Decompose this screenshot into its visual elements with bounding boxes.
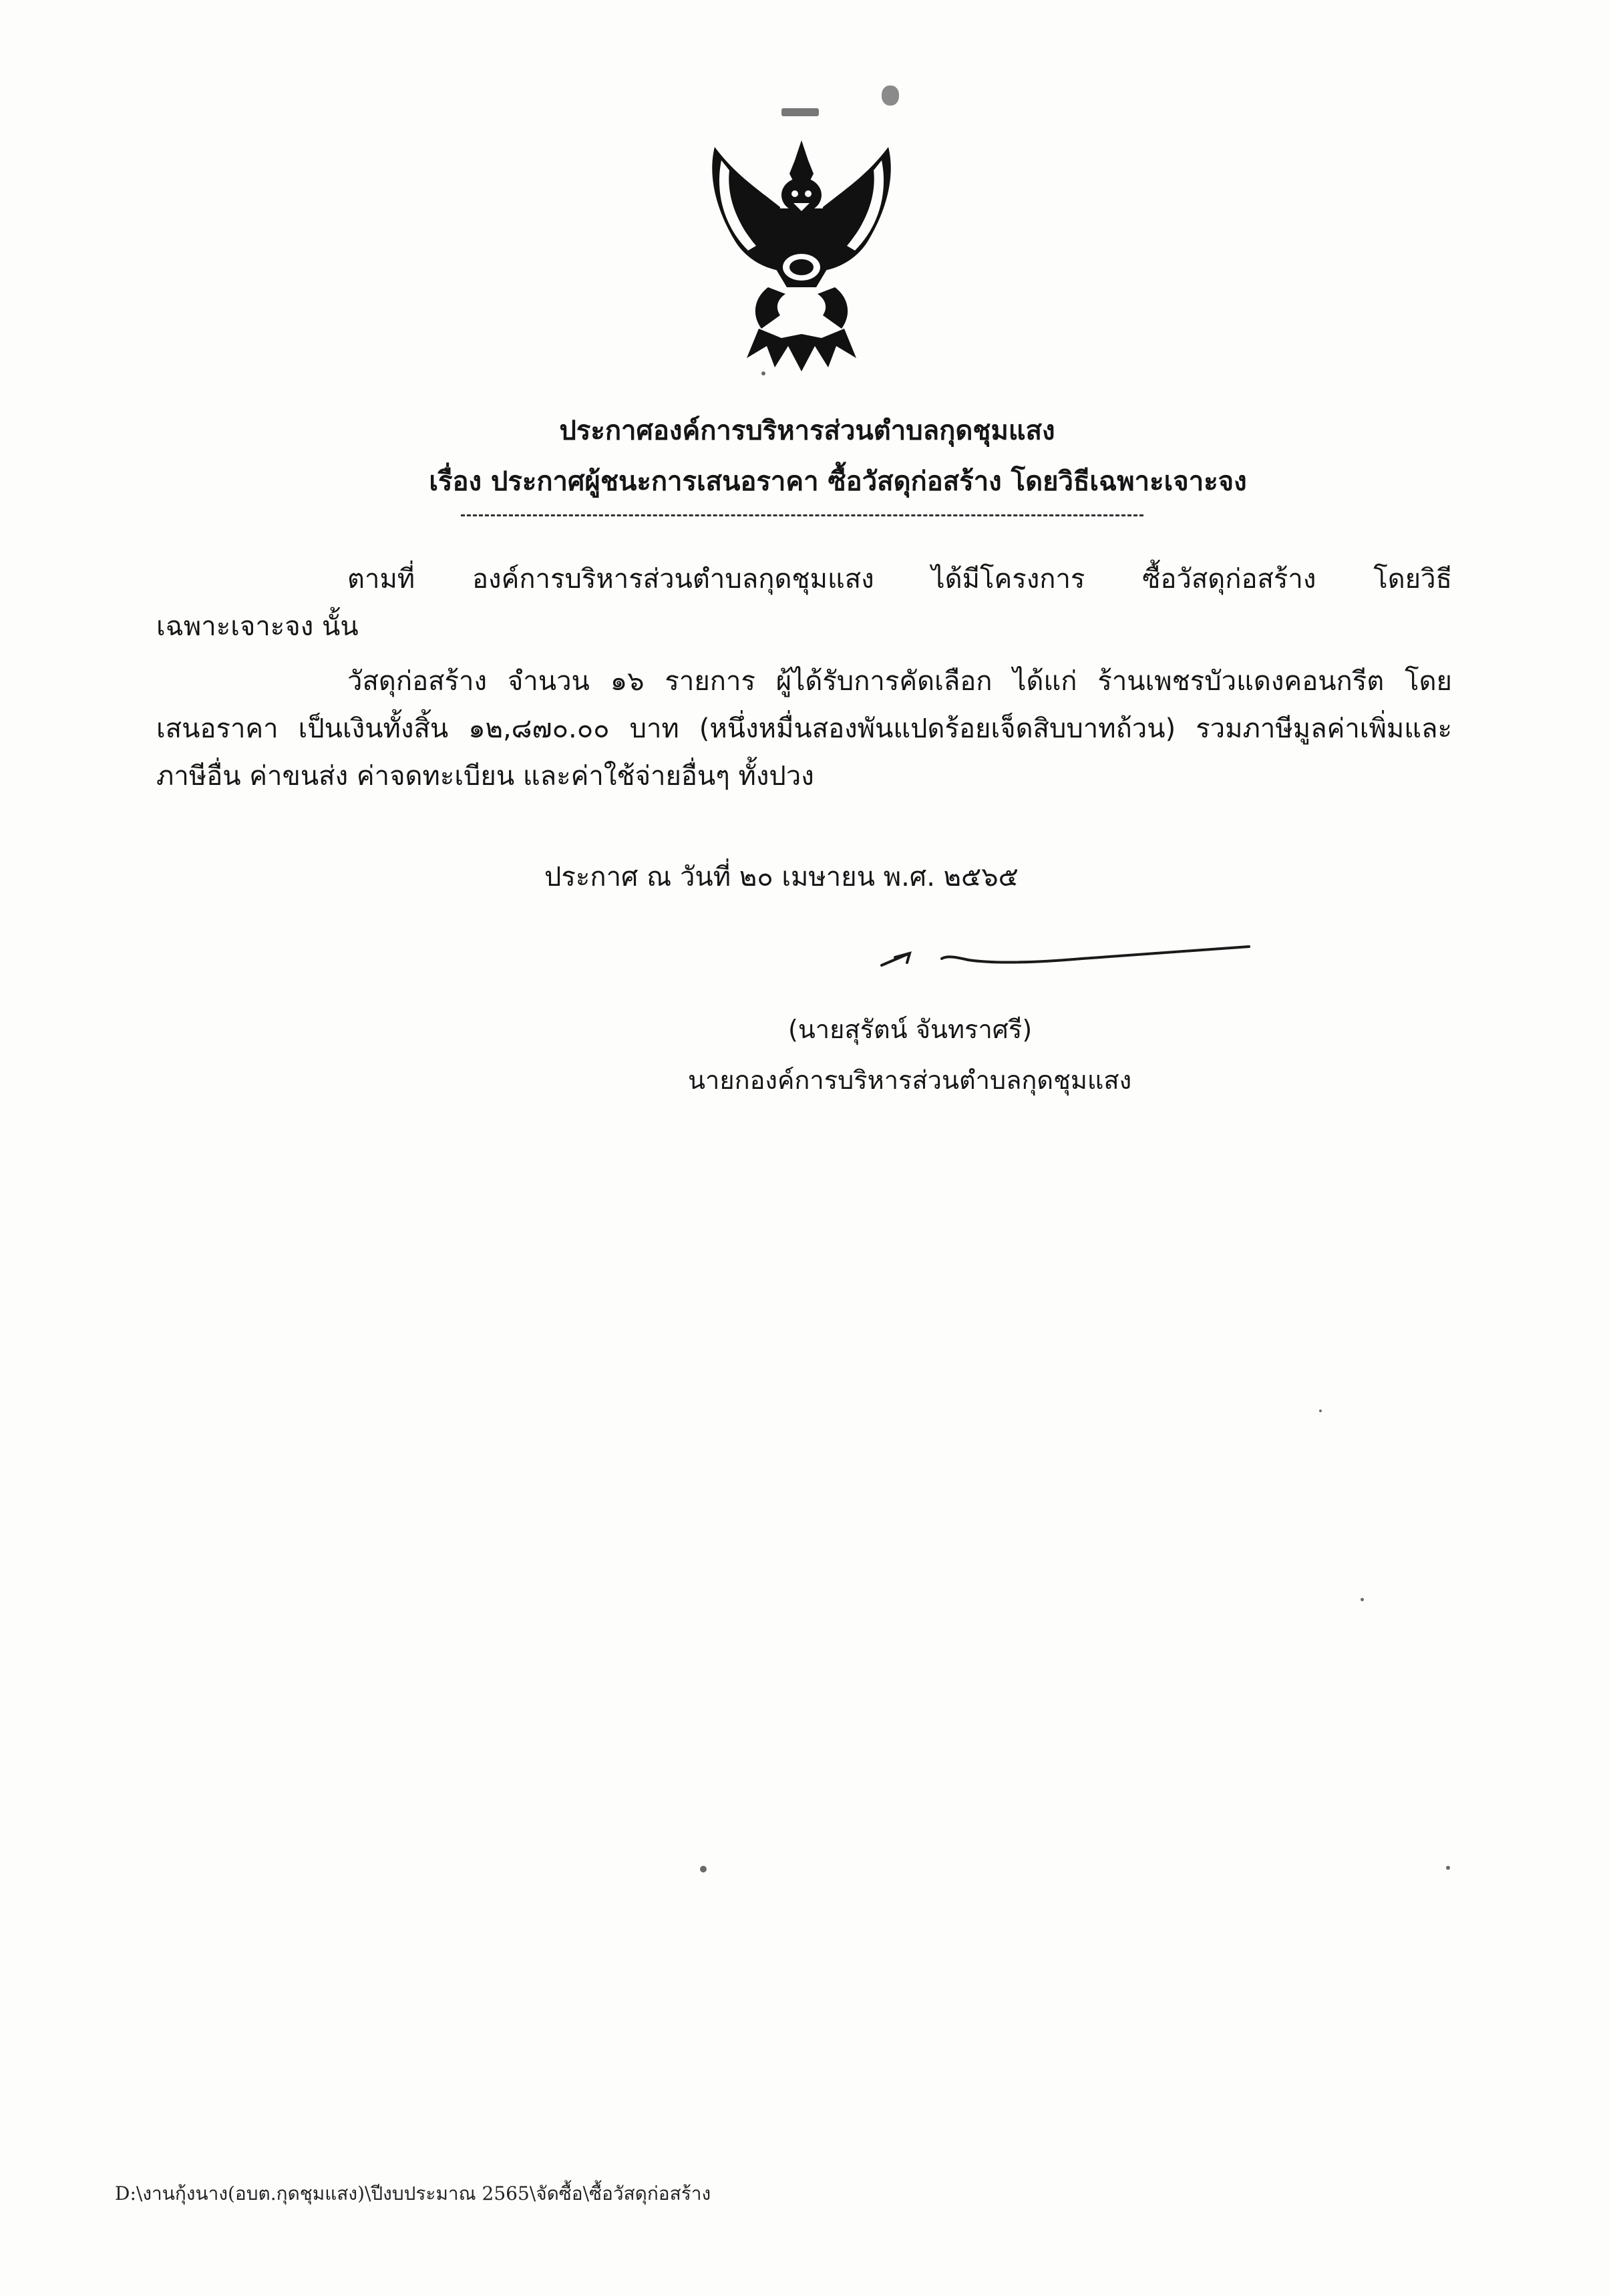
garuda-emblem: [695, 134, 908, 374]
scan-speck: [1446, 1866, 1450, 1870]
paragraph-line: เสนอราคา เป็นเงินทั้งสิ้น ๑๒,๘๗๐.๐๐ บาท (หนึ่งหมื่นสองพันแปดร้อยเจ็ดสิบบาทถ้วน) รวมภาษีมูลค่าเพิ่มและ: [156, 713, 1452, 744]
file-path-footer: D:\งานกุ้งนาง(อบต.กุดชุมแสง)\ปีงบประมาณ 2565\จัดซื้อ\ซื้อวัสดุก่อสร้าง: [115, 2182, 711, 2204]
paragraph-line: วัสดุก่อสร้าง จำนวน ๑๖ รายการ ผู้ได้รับการคัดเลือก ได้แก่ ร้านเพชรบัวแดงคอนกรีต โดย: [347, 666, 1452, 697]
scan-speck: [700, 1866, 707, 1872]
scan-mark: [882, 86, 899, 106]
paragraph-line: ภาษีอื่น ค่าขนส่ง ค่าจดทะเบียน และค่าใช้จ่ายอื่นๆ ทั้งปวง: [156, 761, 814, 792]
subject-heading: เรื่อง ประกาศผู้ชนะการเสนอราคา ซื้อวัสดุก่อสร้าง โดยวิธีเฉพาะเจาะจง: [429, 466, 1247, 497]
scan-mark: [781, 108, 819, 116]
announcement-date: ประกาศ ณ วันที่ ๒๐ เมษายน พ.ศ. ๒๕๖๕: [544, 862, 1019, 892]
paragraph-line: เฉพาะเจาะจง นั้น: [156, 611, 359, 642]
scan-speck: [1361, 1598, 1364, 1601]
paragraph-winner: [156, 658, 1452, 800]
paragraph-project: [156, 556, 1452, 651]
signatory-position: นายกองค์การบริหารส่วนตำบลกุดชุมแสง: [688, 1065, 1132, 1095]
org-heading: ประกาศองค์การบริหารส่วนตำบลกุดชุมแสง: [559, 416, 1055, 446]
signatory-name: (นายสุรัตน์ จันทราศรี): [788, 1015, 1033, 1044]
scan-speck: [1319, 1410, 1322, 1412]
separator-rule: [461, 514, 1143, 516]
paragraph-line: ตามที่ องค์การบริหารส่วนตำบลกุดชุมแสง ได้มีโครงการ ซื้อวัสดุก่อสร้าง โดยวิธี: [347, 564, 1452, 595]
handwritten-signature: [868, 939, 1256, 992]
